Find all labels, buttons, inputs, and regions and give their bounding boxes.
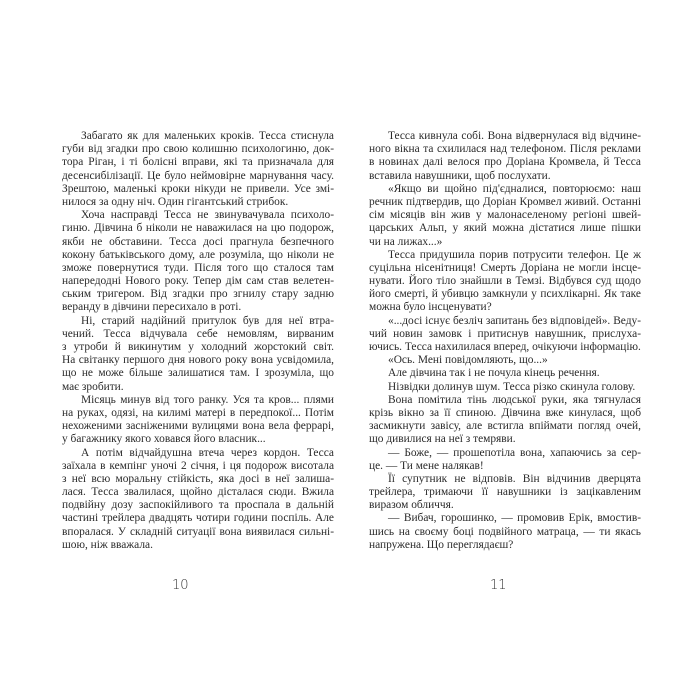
text-line: на руках, одязі, на килимі матері в передпокої... Потім bbox=[62, 406, 334, 419]
text-line: «...досі існує безліч запитань без відповідей». Веду- bbox=[388, 314, 641, 327]
text-line: сім місяців він жив у малонаселеному регіоні швей- bbox=[369, 209, 641, 222]
text-line: засмикнути завісу, але встигла впіймати погляд очей, bbox=[369, 420, 641, 433]
text-line: царських Альп, у який можна дістатися лише пішки bbox=[369, 222, 641, 235]
paragraph bbox=[369, 183, 641, 249]
text-line: губи від згадки про свою колишню психологиню, док- bbox=[62, 143, 334, 156]
page-number-left: 10 bbox=[172, 578, 189, 593]
text-line: що дивилися на неї з темряви. bbox=[369, 433, 516, 446]
paragraph bbox=[369, 249, 641, 315]
text-line: напружена. Що переглядаєш? bbox=[369, 538, 514, 551]
paragraph bbox=[62, 130, 334, 209]
paragraph bbox=[369, 381, 641, 394]
text-line: — Боже, — прошепотіла вона, хапаючись за сер- bbox=[388, 446, 641, 459]
text-line: лася. Тесса звалилася, щойно дісталася сюди. Вжила bbox=[62, 486, 334, 499]
text-line: шою, ніж вважала. bbox=[62, 538, 153, 551]
text-line: зможе повернутися туди. Після того що сталося там bbox=[62, 261, 334, 274]
text-line: Хоча насправді Тесса не звинувачувала психоло- bbox=[81, 209, 334, 222]
paragraph bbox=[369, 354, 641, 367]
text-line: На світанку першого дня нового року вона усвідомила, bbox=[62, 354, 334, 367]
paragraph bbox=[369, 473, 641, 513]
text-line: кокону батьківського дому, але розуміла, що ніколи не bbox=[62, 248, 334, 261]
text-line: Зрештою, маленькі кроки нікуди не привели. Усе змі- bbox=[62, 182, 334, 195]
paragraph bbox=[369, 315, 641, 355]
text-line: ного вікна та схилилася над телефоном. Після реклами bbox=[369, 143, 641, 156]
text-line: Вона помітила тінь людської руки, яка тягнулася bbox=[388, 393, 641, 406]
paragraph bbox=[62, 209, 334, 315]
text-line: впоралася. У складній ситуації вона виявилася сильні- bbox=[62, 525, 334, 538]
text-line: що не може більше залишатися там. І зрозуміла, що bbox=[62, 367, 334, 380]
text-line: чий новин замовк і притиснув навушник, прислуха- bbox=[369, 327, 641, 340]
left-page-text bbox=[62, 130, 334, 552]
text-line: напередодні Нового року. Тепер дім сам став велетен- bbox=[62, 275, 334, 288]
text-line: — Вибач, горошинко, — промовив Ерік, вмостив- bbox=[388, 512, 641, 525]
text-line: це. — Ти мене налякав! bbox=[369, 459, 484, 472]
text-line: Тесса кивнула собі. Вона відвернулася від відчине- bbox=[388, 130, 641, 142]
text-line: «Ось. Мені повідомляють, що...» bbox=[388, 354, 548, 367]
text-line: частині трейлера двадцять чотири години поспіль. Але bbox=[62, 512, 334, 525]
paragraph bbox=[369, 130, 641, 183]
text-line: Її супутник не відповів. Він відчинив дверцята bbox=[388, 472, 641, 485]
text-line: тора Ріган, і ті болісні вправи, які та призначала для bbox=[62, 156, 334, 169]
text-line: Нізвідки долинув шум. Тесса різко скинула голову. bbox=[388, 380, 636, 393]
text-line: суцільна нісенітниця! Смерть Доріана не могли інсце- bbox=[369, 261, 641, 274]
text-line: Ні, старий надійний притулок був для неї втра- bbox=[81, 314, 334, 327]
text-line: ським тригером. Від згадки про згнилу стару задню bbox=[62, 288, 334, 301]
paragraph bbox=[62, 394, 334, 447]
text-line: речник підтвердив, що Доріан Кромвел живий. Останні bbox=[369, 195, 641, 208]
paragraph bbox=[62, 315, 334, 394]
text-line: десенсибілізації. Це було неймовірне марнування часу. bbox=[62, 169, 334, 182]
paragraph bbox=[369, 447, 641, 473]
text-line: Але дівчина так і не почула кінець речення. bbox=[388, 367, 600, 380]
text-line: Тесса придушила порив потрусити телефон. Це ж bbox=[388, 248, 641, 261]
text-line: нувати. Його тіло знайшли в Темзі. Відбувся суд щодо bbox=[369, 275, 641, 288]
text-line: шись на своєму боці подвійного матраца, — ти якась bbox=[369, 525, 641, 538]
paragraph bbox=[369, 394, 641, 447]
text-line: трейлера, тримаючи її навушники із зацікавленим bbox=[369, 486, 641, 499]
text-line: Місяць минув від того ранку. Уся та кров... плями bbox=[81, 393, 334, 406]
text-line: його смерті, й убивцю замкнули у психлікарні. Як таке bbox=[369, 288, 641, 301]
text-line: нехоженими засніженими вулицями вона вела феррарі, bbox=[62, 420, 334, 433]
text-line: заїхала в кемпінг уночі 2 січня, і ця подорож висотала bbox=[62, 459, 334, 472]
page-number-right: 11 bbox=[490, 578, 507, 593]
text-line: з утроби й викинутим у холодний жорстокий світ. bbox=[62, 341, 334, 353]
text-line: у багажнику якого ховався його власник... bbox=[62, 433, 266, 446]
text-line: А потім відчайдушна втеча через кордон. Тесса bbox=[81, 446, 334, 459]
paragraph bbox=[369, 367, 641, 380]
text-line: чений. Тесса відчувала себе немовлям, вирваним bbox=[62, 327, 334, 340]
text-line: в новинах далі велося про Доріана Кромвела, й Тесса bbox=[369, 156, 641, 169]
text-line: має зробити. bbox=[62, 380, 124, 393]
text-line: виразом обличчя. bbox=[369, 499, 454, 512]
text-line: ючись. Тесса нахилилася вперед, очікуючи інформацію. bbox=[369, 341, 641, 353]
text-line: Забагато як для маленьких кроків. Тесса стиснула bbox=[81, 130, 334, 142]
text-line: «Якщо ви щойно під'єдналися, повторюємо: наш bbox=[388, 182, 641, 195]
text-line: подвійну дозу заспокійливого та проспала в дальній bbox=[62, 499, 334, 512]
text-line: гиню. Дівчина б ніколи не наважилася на цю подорож, bbox=[62, 222, 334, 235]
right-page-text bbox=[369, 130, 641, 552]
text-line: можна було інсценувати? bbox=[369, 301, 492, 314]
paragraph bbox=[62, 447, 334, 553]
text-line: крізь вікно за її спиною. Дівчина вже кинулася, щоб bbox=[369, 406, 641, 419]
text-line: чи на лижах...» bbox=[369, 235, 443, 248]
text-line: з неї всю моральну стійкість, яка досі в неї залиша- bbox=[62, 472, 334, 485]
text-line: нилося за одну ніч. Один гігантський стрибок. bbox=[62, 195, 289, 208]
text-line: веранду в дівчини пересихало в роті. bbox=[62, 301, 242, 314]
text-line: вставила навушники, щоб послухати. bbox=[369, 169, 551, 182]
text-line: якби не обставини. Тесса досі прагнула безпечного bbox=[62, 235, 334, 248]
paragraph bbox=[369, 512, 641, 552]
